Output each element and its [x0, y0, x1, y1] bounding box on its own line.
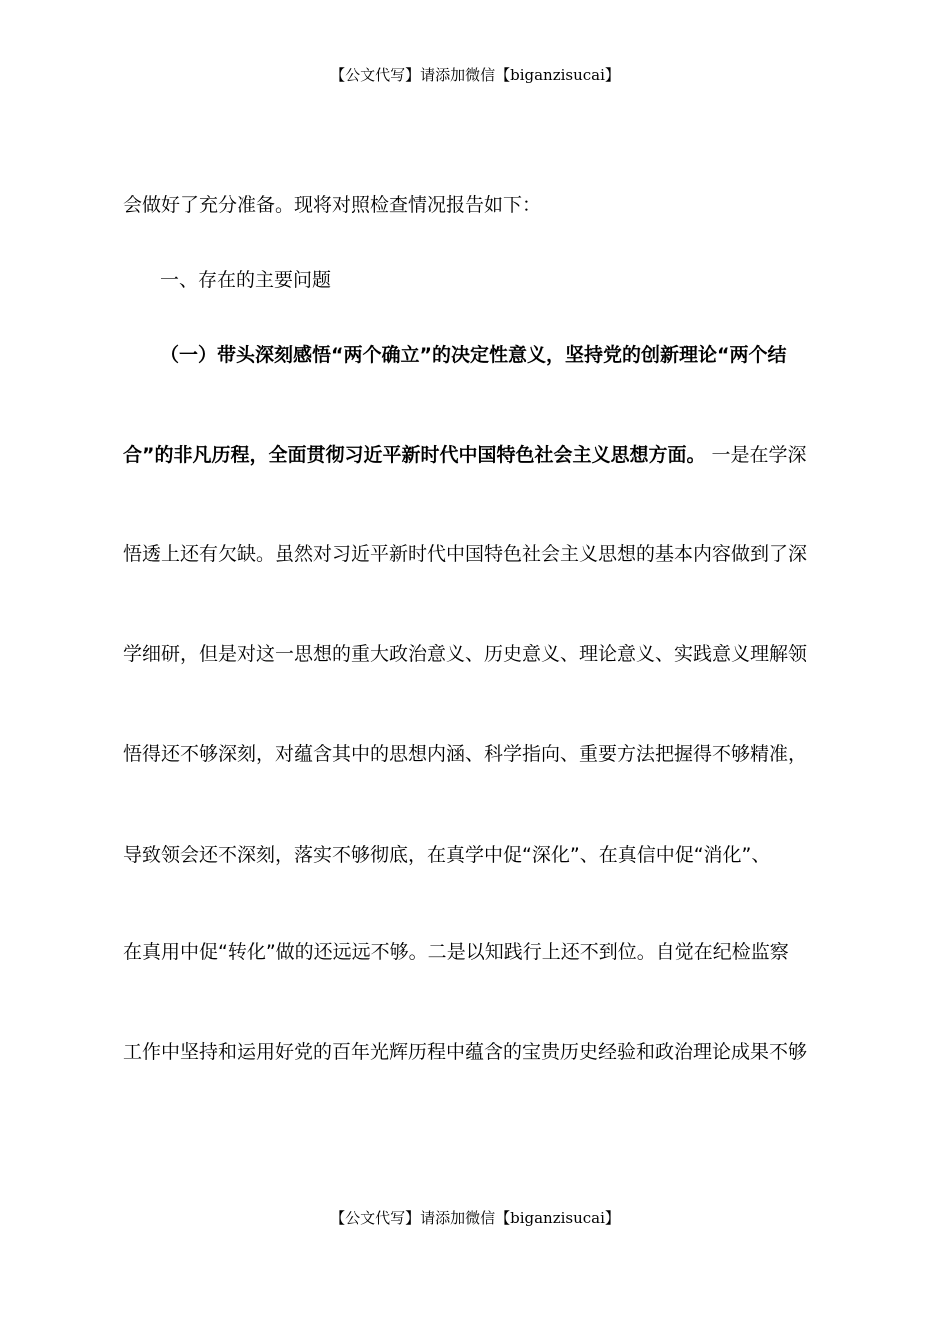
body-line-6: 学细研，但是对这一思想的重大政治意义、历史意义、理论意义、实践意义理解领 — [123, 643, 808, 665]
body-line-4-text: 一是在学深 — [711, 444, 807, 466]
body-line-7: 悟得还不够深刻，对蕴含其中的思想内涵、科学指向、重要方法把握得不够精准， — [123, 743, 808, 765]
subsection-heading-continued: 合”的非凡历程，全面贯彻习近平新时代中国特色社会主义思想方面。 — [123, 444, 706, 466]
body-line-1: 会做好了充分准备。现将对照检查情况报告如下： — [123, 194, 542, 216]
section-heading: 一、存在的主要问题 — [160, 269, 332, 291]
body-line-9: 在真用中促“转化”做的还远远不够。二是以知践行上还不到位。自觉在纪检监察 — [123, 941, 789, 963]
body-line-5: 悟透上还有欠缺。虽然对习近平新时代中国特色社会主义思想的基本内容做到了深 — [123, 543, 808, 565]
page-footer: 【公文代写】请添加微信【biganzisucai】 — [330, 1209, 620, 1227]
body-line-4 — [123, 443, 833, 467]
body-line-10: 工作中坚持和运用好党的百年光辉历程中蕴含的宝贵历史经验和政治理论成果不够 — [123, 1041, 808, 1063]
page-header: 【公文代写】请添加微信【biganzisucai】 — [330, 66, 620, 84]
body-line-8: 导致领会还不深刻，落实不够彻底，在真学中促“深化”、在真信中促“消化”、 — [123, 844, 771, 866]
subsection-heading: （一）带头深刻感悟“两个确立”的决定性意义，坚持党的创新理论“两个结 — [160, 344, 787, 366]
